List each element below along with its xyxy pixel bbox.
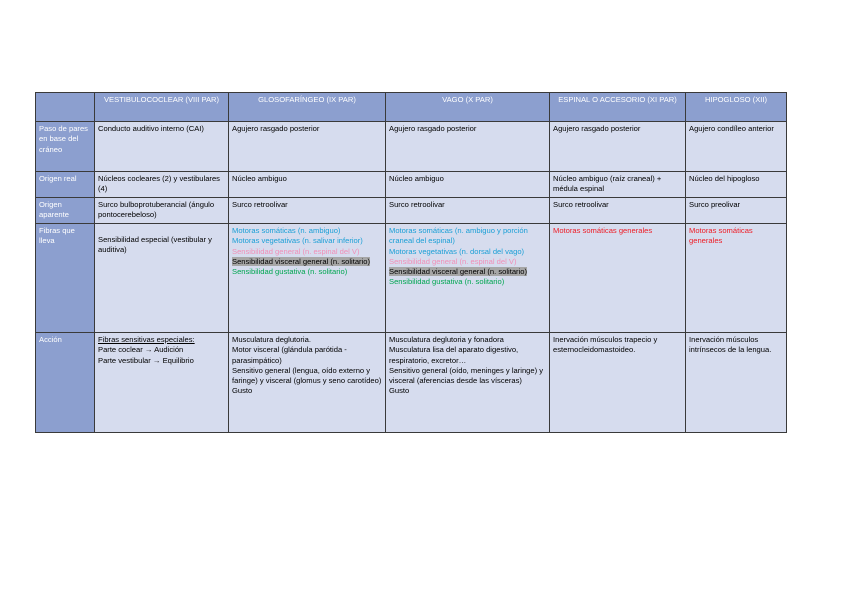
header-espinal: ESPINAL O ACCESORIO (XI PAR) xyxy=(550,93,686,122)
cell-origen-aparente-ix: Surco retroolivar xyxy=(229,198,386,224)
accion-ix-line: Musculatura deglutoria. xyxy=(232,335,311,344)
fibras-xi-motoras-generales: Motoras somáticas generales xyxy=(553,226,653,235)
accion-ix-line: Motor visceral (glándula parótida - parasimpático) xyxy=(232,345,347,365)
header-hipogloso: HIPOGLOSO (XII) xyxy=(686,93,787,122)
accion-ix-line: Gusto xyxy=(232,386,253,396)
fibras-x-sensibilidad-general: Sensibilidad general (n. espinal del V) xyxy=(389,256,517,266)
header-corner xyxy=(36,93,95,122)
cell-accion-xi: Inervación músculos trapecio y esternocleidomastoideo. xyxy=(550,333,686,433)
fibras-x-sensibilidad-visceral: Sensibilidad visceral general (n. solitario) xyxy=(389,267,528,276)
cell-accion-x xyxy=(386,333,550,433)
cell-fibras-xi xyxy=(550,224,686,333)
row-origen-real xyxy=(36,172,787,198)
cell-accion-xii: Inervación músculos intrínsecos de la lengua. xyxy=(686,333,787,433)
cell-fibras-x xyxy=(386,224,550,333)
cell-accion-viii xyxy=(95,333,229,433)
row-label-origen-aparente: Origen aparente xyxy=(36,198,95,224)
cell-paso-x: Agujero rasgado posterior xyxy=(386,122,550,172)
row-label-paso: Paso de pares en base del cráneo xyxy=(36,122,95,172)
cell-origen-aparente-xi: Surco retroolivar xyxy=(550,198,686,224)
row-origen-aparente xyxy=(36,198,787,224)
fibras-ix-motoras-somaticas: Motoras somáticas (n. ambiguo) xyxy=(232,226,341,235)
header-row xyxy=(36,93,787,122)
fibras-x-sensibilidad-gustativa: Sensibilidad gustativa (n. solitario) xyxy=(389,277,505,287)
fibras-ix-motoras-vegetativas: Motoras vegetativas (n. salivar inferior) xyxy=(232,236,363,246)
accion-viii-title: Fibras sensitivas especiales: xyxy=(98,335,195,344)
header-vago: VAGO (X PAR) xyxy=(386,93,550,122)
cell-paso-xi: Agujero rasgado posterior xyxy=(550,122,686,172)
row-fibras xyxy=(36,224,787,333)
accion-x-line: Musculatura deglutoria y fonadora xyxy=(389,335,504,344)
cell-origen-real-xi: Núcleo ambiguo (raíz craneal) + médula espinal xyxy=(550,172,686,198)
cell-origen-aparente-viii: Surco bulboprotuberancial (ángulo pontocerebeloso) xyxy=(95,198,229,224)
cell-accion-ix xyxy=(229,333,386,433)
accion-x-line: Gusto xyxy=(389,386,410,396)
cell-fibras-ix xyxy=(229,224,386,333)
accion-ix-line: Sensitivo general (lengua, oído externo y faringe) y visceral (glomus y seno carotídeo) xyxy=(232,365,382,385)
accion-viii-coclear: Parte coclear → Audición xyxy=(98,345,184,355)
row-label-fibras: Fibras que lleva xyxy=(36,224,95,333)
cell-fibras-viii xyxy=(95,224,229,333)
fibras-x-motoras-vegetativas: Motoras vegetativas (n. dorsal del vago) xyxy=(389,246,525,256)
cell-paso-ix: Agujero rasgado posterior xyxy=(229,122,386,172)
cell-fibras-xii xyxy=(686,224,787,333)
cell-origen-real-xii: Núcleo del hipogloso xyxy=(686,172,787,198)
cranial-nerves-table xyxy=(35,92,787,433)
fibras-xii-motoras-generales: Motoras somáticas generales xyxy=(689,226,753,246)
row-label-origen-real: Origen real xyxy=(36,172,95,198)
cell-origen-real-ix: Núcleo ambiguo xyxy=(229,172,386,198)
row-label-accion: Acción xyxy=(36,333,95,433)
cell-paso-xii: Agujero condíleo anterior xyxy=(686,122,787,172)
fibras-viii-text: Sensibilidad especial (vestibular y auditiva) xyxy=(98,235,212,255)
fibras-ix-sensibilidad-gustativa: Sensibilidad gustativa (n. solitario) xyxy=(232,267,348,276)
cell-origen-aparente-x: Surco retroolivar xyxy=(386,198,550,224)
accion-viii-vestibular: Parte vestibular → Equilibrio xyxy=(98,355,194,365)
fibras-x-motoras-somaticas: Motoras somáticas (n. ambiguo y porción craneal del espinal) xyxy=(389,226,528,246)
fibras-ix-sensibilidad-visceral: Sensibilidad visceral general (n. solitario) xyxy=(232,256,371,266)
accion-x-line: Sensitivo general (oído, meninges y laringe) y visceral (aferencias desde las vísceras) xyxy=(389,365,544,385)
cell-paso-viii: Conducto auditivo interno (CAI) xyxy=(95,122,229,172)
cell-origen-aparente-xii: Surco preolivar xyxy=(686,198,787,224)
cell-origen-real-viii: Núcleos cocleares (2) y vestibulares (4) xyxy=(95,172,229,198)
row-paso xyxy=(36,122,787,172)
header-glosofaringeo: GLOSOFARÍNGEO (IX PAR) xyxy=(229,93,386,122)
cell-origen-real-x: Núcleo ambiguo xyxy=(386,172,550,198)
row-accion xyxy=(36,333,787,433)
header-vestibulococlear: VESTIBULOCOCLEAR (VIII PAR) xyxy=(95,93,229,122)
accion-x-line: Musculatura lisa del aparato digestivo, respiratorio, excretor… xyxy=(389,345,519,365)
fibras-ix-sensibilidad-general: Sensibilidad general (n. espinal del V) xyxy=(232,246,360,256)
